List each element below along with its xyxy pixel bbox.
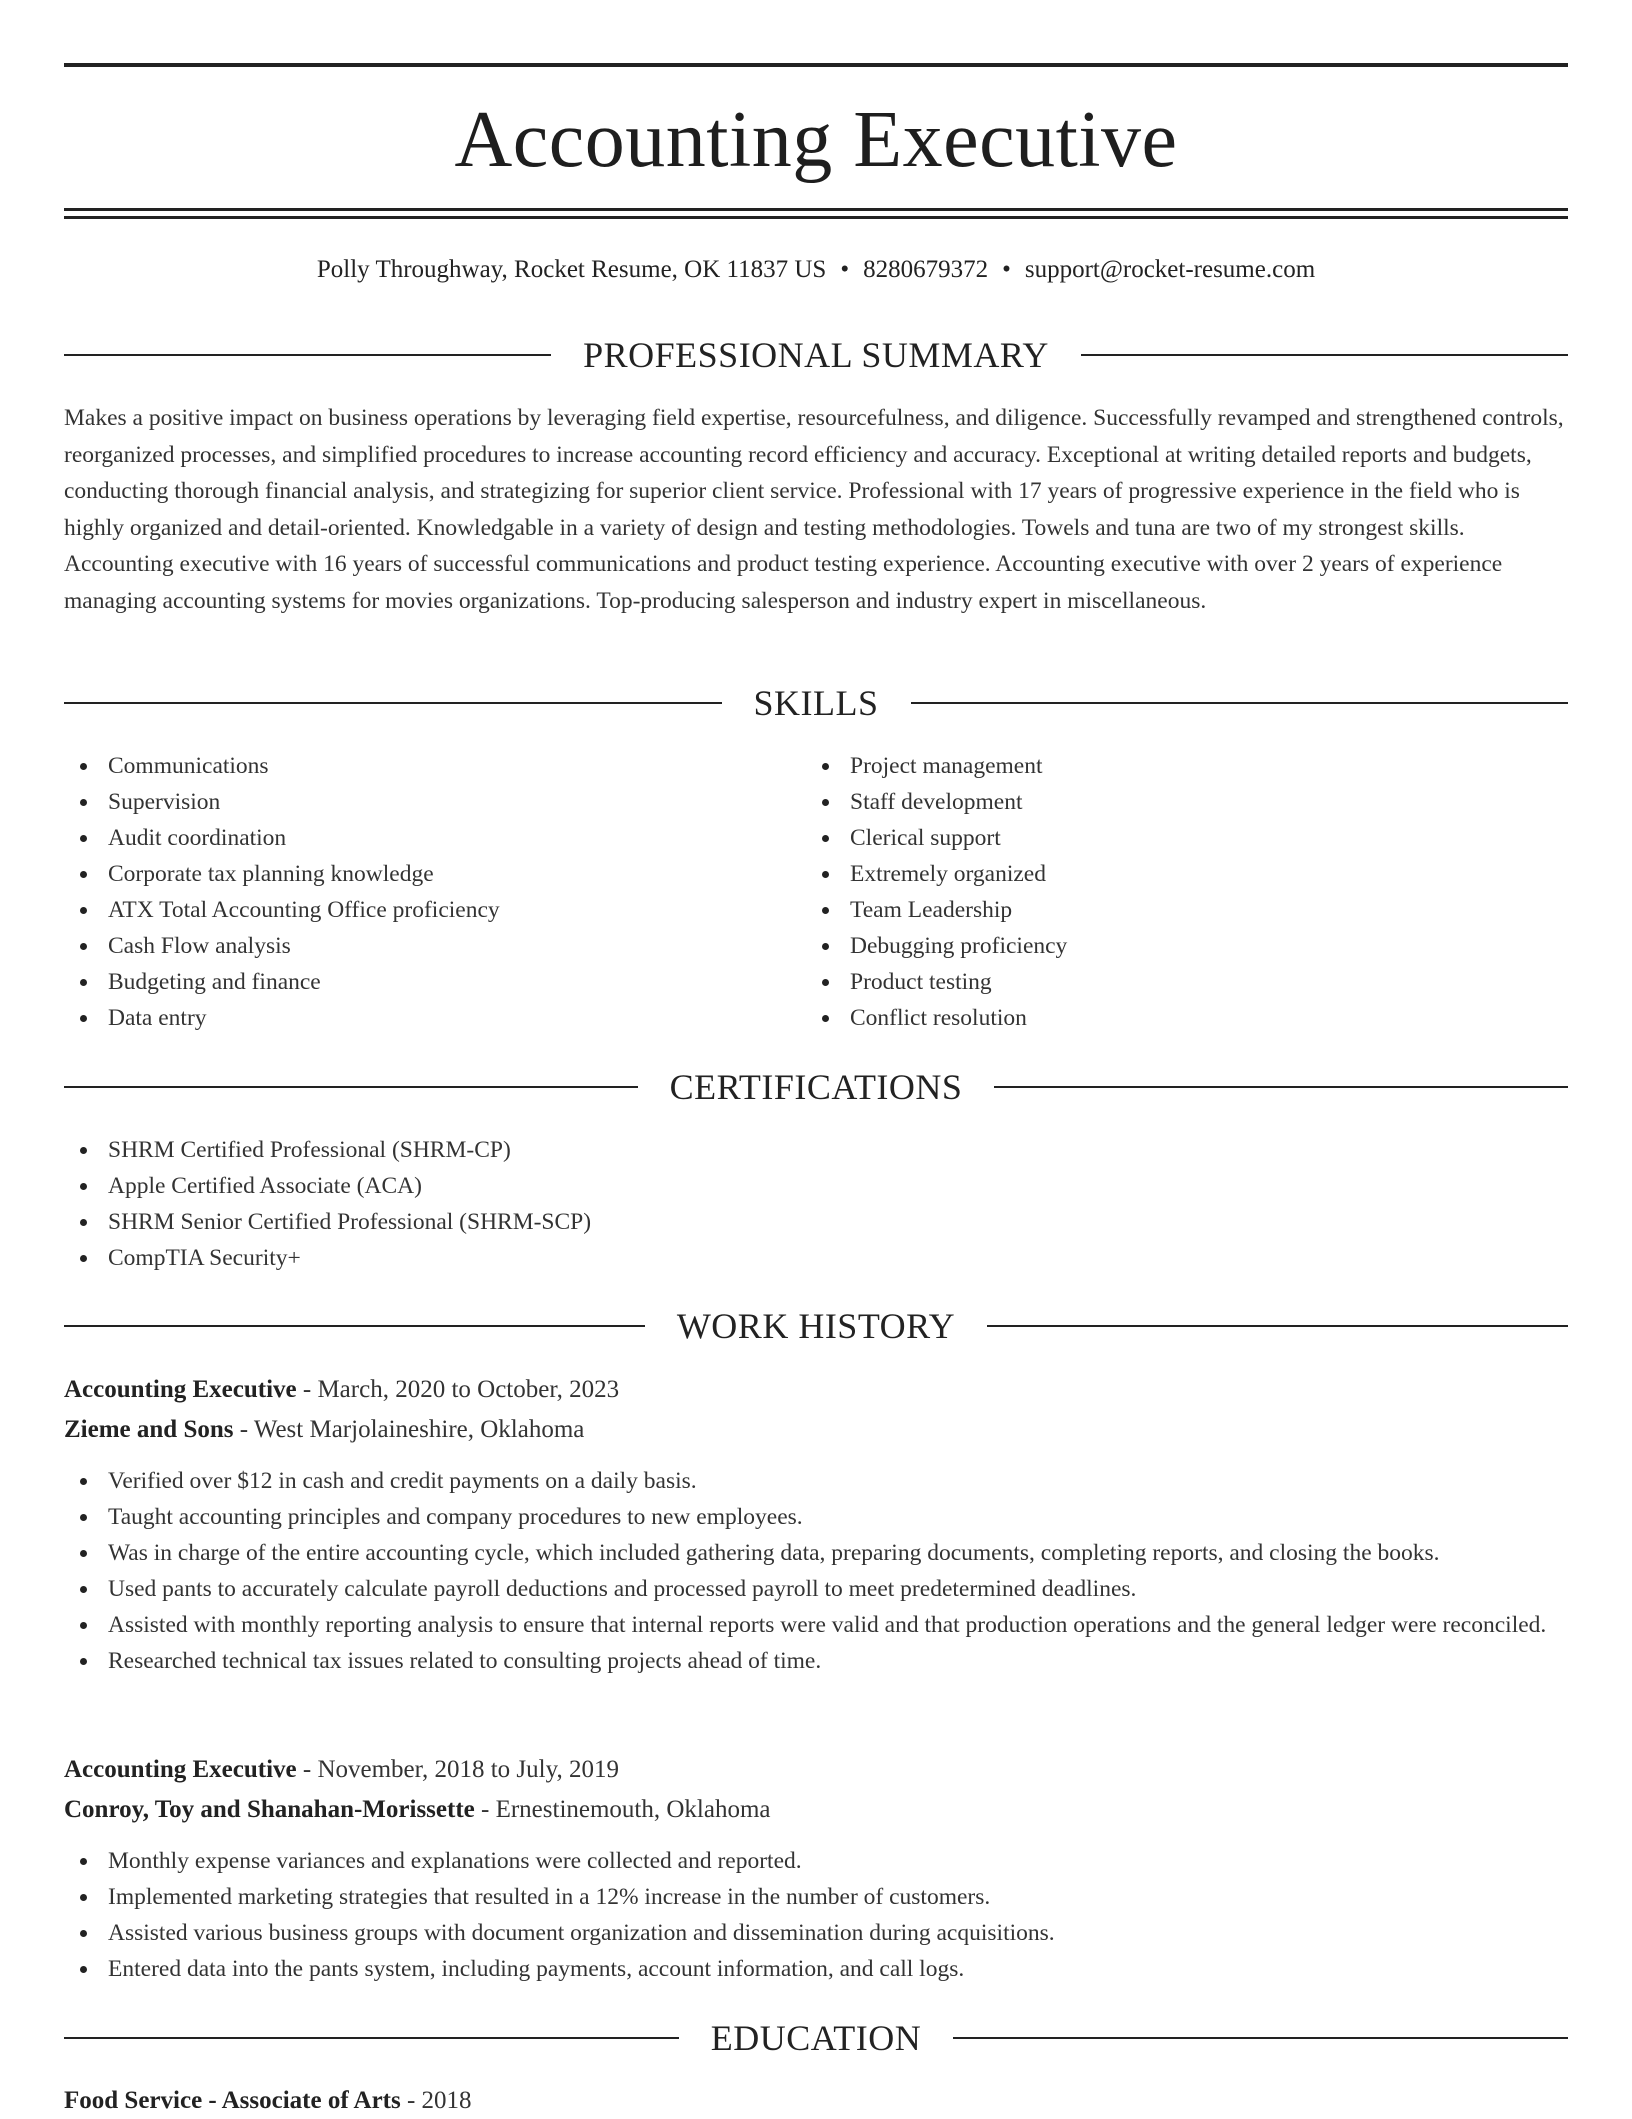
- summary-text: Makes a positive impact on business operations by leveraging field expertise, resourcefulness, and diligence. Successfully revamped and strengthened controls, reorganized processes, and simplified procedures to increase accounting record efficiency and accuracy. Exceptional at writing detailed reports and budgets, conducting thorough financial analysis, and strategizing for superior client service. Professional with 17 years of progressive experience in the field who is highly organized and detail-oriented. Knowledgable in a variety of design and testing methodologies. Towels and tuna are two of my strongest skills. Accounting executive with 16 years of successful communications and product testing experience. Accounting executive with over 2 years of experience managing accounting systems for movies organizations. Top-producing salesperson and industry expert in miscellaneous.: [64, 405, 1564, 614]
- certifications-heading: [64, 1065, 1568, 1109]
- section-title: CERTIFICATIONS: [669, 1067, 963, 1107]
- heading-rule: [64, 2037, 679, 2039]
- skill-item: Budgeting and finance: [64, 964, 804, 1000]
- summary-heading: [64, 333, 1568, 377]
- job-bullet: Taught accounting principles and company procedures to new employees.: [64, 1499, 1568, 1535]
- skill-item: Audit coordination: [64, 820, 804, 856]
- job-company-line: [64, 1792, 771, 1828]
- skill-item: Product testing: [806, 964, 1546, 1000]
- skills-list-left: [64, 748, 804, 1036]
- heading-rule: [64, 1325, 645, 1327]
- job-bullet: Entered data into the pants system, including payments, account information, and call logs.: [64, 1951, 1568, 1987]
- job-company: Conroy, Toy and Shanahan-Morissette: [64, 1796, 475, 1823]
- heading-rule: [994, 1086, 1568, 1088]
- contact-separator: •: [1002, 256, 1011, 283]
- job-company-line: [64, 1412, 584, 1448]
- section-title: PROFESSIONAL SUMMARY: [583, 335, 1049, 375]
- section-title: SKILLS: [753, 683, 879, 723]
- header-bottom-rule: [64, 208, 1568, 211]
- heading-rule: [911, 702, 1569, 704]
- contact-address: Polly Throughway, Rocket Resume, OK 11837 US: [316, 256, 827, 283]
- job-bullet: Researched technical tax issues related to consulting projects ahead of time.: [64, 1643, 1568, 1679]
- job-title: Accounting Executive: [64, 1756, 297, 1783]
- education-heading: [64, 2016, 1568, 2060]
- education-entry: [64, 2083, 472, 2119]
- heading-rule: [64, 702, 722, 704]
- job-company: Zieme and Sons: [64, 1416, 234, 1443]
- heading-rule: [64, 354, 551, 356]
- skill-item: Project management: [806, 748, 1546, 784]
- certification-item: SHRM Certified Professional (SHRM-CP): [64, 1132, 1568, 1168]
- job-title: Accounting Executive: [64, 1376, 297, 1403]
- skill-item: Clerical support: [806, 820, 1546, 856]
- job-bullet: Assisted various business groups with document organization and dissemination during acquisitions.: [64, 1915, 1568, 1951]
- contact-line: [64, 254, 1568, 286]
- skills-heading: [64, 681, 1568, 725]
- skills-list-right: [806, 748, 1546, 1036]
- work-history-heading: [64, 1304, 1568, 1348]
- skill-item: Staff development: [806, 784, 1546, 820]
- job-dates: - March, 2020 to October, 2023: [296, 1376, 620, 1403]
- header-bottom-rule-2: [64, 216, 1568, 219]
- skill-item: Conflict resolution: [806, 1000, 1546, 1036]
- job-bullet: Implemented marketing strategies that resulted in a 12% increase in the number of customers.: [64, 1879, 1568, 1915]
- education-field: Food Service - Associate of Arts: [64, 2087, 401, 2114]
- job-bullet: Was in charge of the entire accounting cycle, which included gathering data, preparing documents, completing reports, and closing the books.: [64, 1535, 1568, 1571]
- heading-rule: [64, 1086, 638, 1088]
- contact-phone: 8280679372: [863, 256, 989, 283]
- job-bullet: Assisted with monthly reporting analysis to ensure that internal reports were valid and that production operations and the general ledger were reconciled.: [64, 1607, 1568, 1643]
- certification-item: Apple Certified Associate (ACA): [64, 1168, 1568, 1204]
- heading-rule: [1081, 354, 1568, 356]
- section-title: WORK HISTORY: [676, 1306, 956, 1346]
- contact-separator: •: [840, 256, 850, 283]
- skill-item: Communications: [64, 748, 804, 784]
- skill-item: Debugging proficiency: [806, 928, 1546, 964]
- certification-item: CompTIA Security+: [64, 1240, 1568, 1276]
- job-location: - Ernestinemouth, Oklahoma: [474, 1796, 771, 1823]
- skill-item: ATX Total Accounting Office proficiency: [64, 892, 804, 928]
- certifications-list: [64, 1132, 1568, 1276]
- heading-rule: [987, 1325, 1568, 1327]
- job-dates: - November, 2018 to July, 2019: [296, 1756, 619, 1783]
- skill-item: Team Leadership: [806, 892, 1546, 928]
- job-location: - West Marjolaineshire, Oklahoma: [233, 1416, 585, 1443]
- job-title-line: [64, 1752, 619, 1788]
- heading-rule: [953, 2037, 1568, 2039]
- certification-item: SHRM Senior Certified Professional (SHRM-SCP): [64, 1204, 1568, 1240]
- job-bullet: Used pants to accurately calculate payroll deductions and processed payroll to meet predetermined deadlines.: [64, 1571, 1568, 1607]
- job-title-line: [64, 1372, 619, 1408]
- skill-item: Extremely organized: [806, 856, 1546, 892]
- skill-item: Corporate tax planning knowledge: [64, 856, 804, 892]
- skill-item: Data entry: [64, 1000, 804, 1036]
- job-bullets: [64, 1843, 1568, 1987]
- resume-title: Accounting Executive: [454, 96, 1178, 184]
- education-year: - 2018: [400, 2087, 472, 2114]
- job-bullets: [64, 1463, 1568, 1679]
- job-bullet: Verified over $12 in cash and credit payments on a daily basis.: [64, 1463, 1568, 1499]
- skill-item: Supervision: [64, 784, 804, 820]
- header-top-rule: [64, 63, 1568, 67]
- section-title: EDUCATION: [710, 2018, 922, 2058]
- contact-email: support@rocket-resume.com: [1024, 256, 1316, 283]
- job-bullet: Monthly expense variances and explanations were collected and reported.: [64, 1843, 1568, 1879]
- skill-item: Cash Flow analysis: [64, 928, 804, 964]
